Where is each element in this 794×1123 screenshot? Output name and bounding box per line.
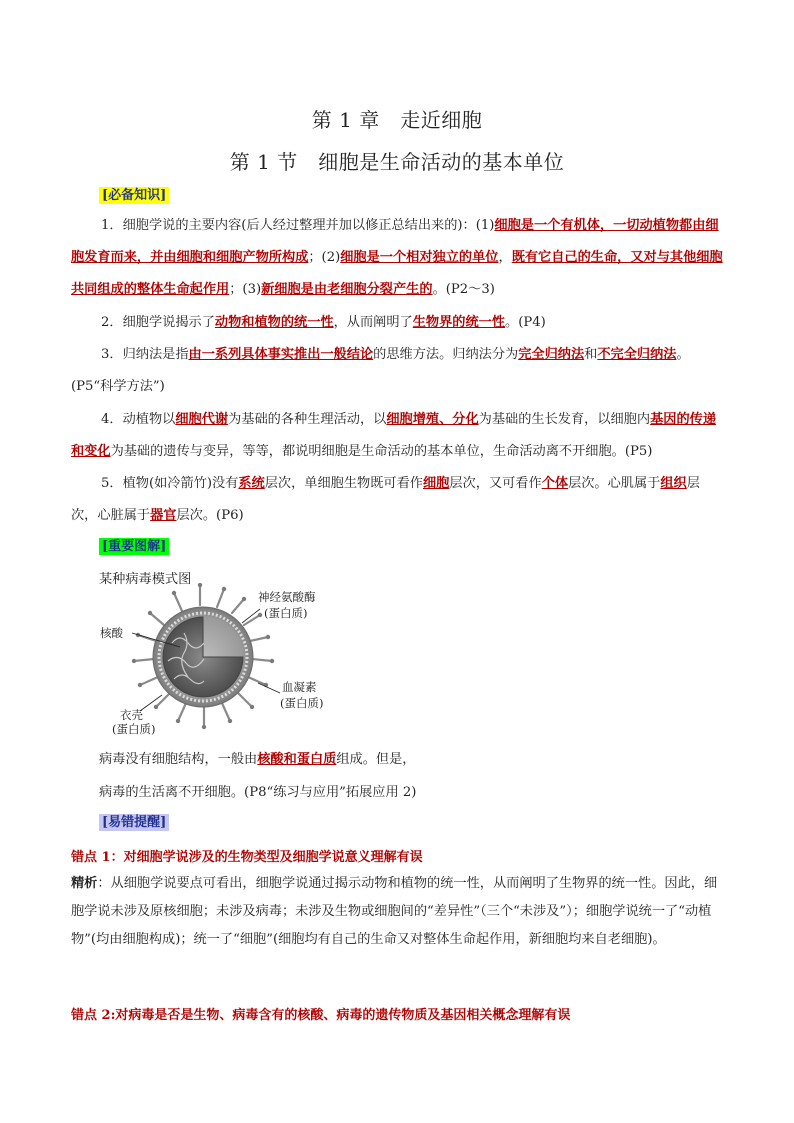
chapter-title: 第 1 章 走近细胞 (311, 108, 483, 132)
mistake-1-title: 错点 1：对细胞学说涉及的生物类型及细胞学说意义理解有误 (71, 850, 423, 865)
paragraph-4 (71, 404, 726, 468)
figure-caption: 某种病毒模式图 (99, 572, 192, 587)
p5-key-2: 细胞 (423, 476, 450, 491)
label-hemagglutinin-protein: (蛋白质) (280, 696, 324, 710)
p1-text: ；(3) (229, 282, 262, 297)
p4-key-3: 基因的传递和变化 (71, 412, 717, 459)
p1-text: ， (498, 250, 512, 265)
label-capsid-protein: (蛋白质) (112, 722, 156, 735)
p5-text: 层次，心脏属于 (71, 476, 700, 523)
p4-text: 为基础的各种生理活动，以 (228, 412, 387, 427)
p5-key-3: 个体 (541, 476, 569, 491)
p2-text: 2．细胞学说揭示了 (101, 315, 215, 330)
virus-text: 病毒没有细胞结构，一般由 (99, 752, 258, 767)
label-neuraminidase-protein: (蛋白质) (264, 606, 308, 620)
paragraph-3 (71, 339, 726, 403)
p5-text: 层次，单细胞生物既可看作 (264, 476, 423, 491)
tag-important-figure: [重要图解] (99, 538, 169, 555)
p2-text: ，从而阐明了 (333, 315, 413, 330)
p2-key-2: 生物界的统一性 (412, 315, 506, 330)
p3-key-1: 由一系列具体事实推出一般结论 (188, 347, 374, 362)
p1-key-3: 既有它自己的生命，又对与其他细胞共同组成的整体生命起作用 (71, 250, 723, 297)
p5-key-1: 系统 (238, 476, 265, 491)
paragraph-1 (71, 210, 726, 306)
virus-line-1 (99, 748, 416, 767)
p5-text: 层次。心肌属于 (568, 476, 661, 491)
p4-key-2: 细胞增殖、分化 (386, 412, 479, 427)
p1-key-4: 新细胞是由老细胞分裂产生的 (261, 282, 433, 297)
analysis-label: 精析 (71, 876, 98, 891)
label-neuraminidase: 神经氨酸酶 (258, 590, 316, 604)
p3-text: 和 (584, 347, 598, 362)
p3-text: 的思维方法。归纳法分为 (373, 347, 519, 362)
p4-text: 为基础的遗传与变异，等等，都说明细胞是生命活动的基本单位，生命活动离不开细胞。(P5) (110, 444, 653, 459)
section-title: 第 1 节 细胞是生命活动的基本单位 (229, 150, 565, 174)
hemagglutinin-pointer (258, 683, 280, 693)
virus-text: 组成。但是， (336, 752, 416, 767)
virus-diagram (92, 583, 342, 735)
p5-text: 5．植物(如冷箭竹)没有 (101, 476, 239, 491)
p3-key-2: 完全归纳法 (518, 347, 585, 362)
label-hemagglutinin: 血凝素 (282, 680, 317, 694)
virus-line-2: 病毒的生活离不开细胞。(P8“练习与应用”拓展应用 2) (99, 785, 417, 800)
p3-text: 。(P5“科学方法”) (71, 347, 690, 394)
p2-text: 。(P4) (505, 315, 546, 330)
paragraph-5 (71, 468, 726, 532)
p4-key-1: 细胞代谢 (175, 412, 229, 427)
mistake-2-title: 错点 2:对病毒是否是生物、病毒含有的核酸、病毒的遗传物质及基因相关概念理解有误 (71, 1008, 571, 1023)
p1-text: 1．细胞学说的主要内容(后人经过整理并加以修正总结出来的)：(1) (101, 218, 495, 233)
analysis-paragraph (71, 870, 726, 954)
p4-text: 4．动植物以 (101, 412, 176, 427)
p4-text: 为基础的生长发育，以细胞内 (478, 412, 651, 427)
p3-text: 3．归纳法是指 (101, 347, 189, 362)
p1-key-2: 细胞是一个相对独立的单位 (340, 250, 499, 265)
p5-text: 层次。(P6) (176, 508, 244, 523)
p1-text: 。(P2～3) (432, 282, 495, 297)
p1-key-1: 细胞是一个有机体，一切动植物都由细胞发育而来，并由细胞和细胞产物所构成 (71, 218, 719, 265)
p5-text: 层次，又可看作 (449, 476, 542, 491)
p5-key-5: 器官 (150, 508, 177, 523)
virus-key: 核酸和蛋白质 (257, 752, 337, 767)
p2-key-1: 动物和植物的统一性 (214, 315, 334, 330)
paragraph-2 (71, 307, 726, 339)
label-capsid: 衣壳 (120, 708, 143, 722)
p1-text: ；(2) (308, 250, 341, 265)
p5-key-4: 组织 (660, 476, 687, 491)
label-nucleic-acid: 核酸 (100, 626, 123, 640)
analysis-text: ：从细胞学说要点可看出，细胞学说通过揭示动物和植物的统一性，从而阐明了生物界的统一性。因此，细胞学说未涉及原核细胞；未涉及病毒；未涉及生物或细胞间的“差异性”（三个“未涉及”）；细胞学说统一了“动植物”(均由细胞构成)；统一了“细胞”(细胞均有自己的生命又对整体生命起作用，新细胞均来自老细胞)。 (71, 876, 718, 947)
p3-key-3: 不完全归纳法 (597, 347, 677, 362)
tag-required-knowledge: [必备知识] (99, 187, 169, 204)
tag-common-mistakes: [易错提醒] (99, 814, 169, 831)
